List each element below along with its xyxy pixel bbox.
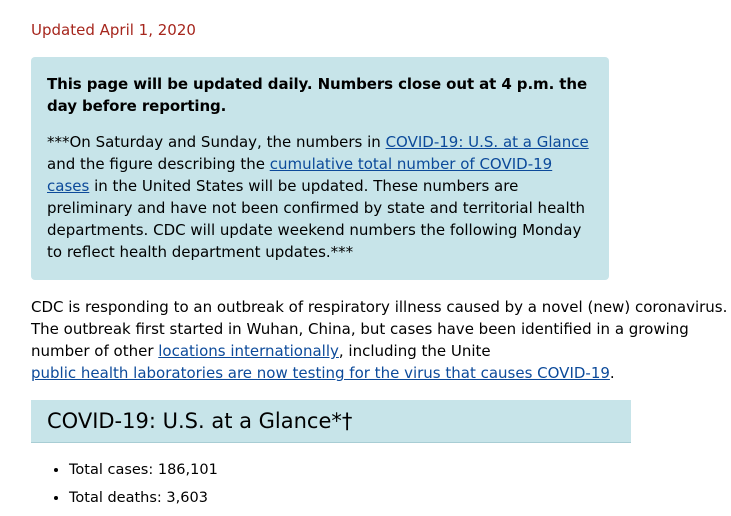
list-item-total-deaths: • Total deaths: 3,603: [69, 487, 218, 509]
notice-body: [47, 131, 593, 263]
glance-title: COVID-19: U.S. at a Glance*†: [47, 409, 353, 433]
intro-text-1: CDC is responding to an outbreak of respiratory illness caused by a novel (new) coronavirus. The outbreak first started in Wuhan, China, but cases have been identified in a growing number of other: [31, 298, 728, 360]
glance-header: [31, 400, 631, 443]
notice-heading: This page will be updated daily. Numbers close out at 4 p.m. the day before reporting.: [47, 75, 588, 115]
public-health-labs-link[interactable]: public health laboratories are now testing for the virus that causes COVID-19: [31, 364, 610, 382]
notice-text-1: ***On Saturday and Sunday, the numbers in: [47, 133, 386, 151]
stats-list: [31, 459, 218, 515]
locations-internationally-link[interactable]: locations internationally: [158, 342, 339, 360]
intro-text-3: .: [609, 364, 615, 382]
list-item-total-cases: • Total cases: 186,101: [69, 459, 218, 481]
intro-text-2: , including the Unite: [338, 342, 491, 360]
intro-paragraph: [31, 296, 731, 384]
updated-date: Updated April 1, 2020: [31, 21, 196, 39]
at-a-glance-link[interactable]: COVID-19: U.S. at a Glance: [385, 133, 589, 151]
notice-text-2: and the figure describing the: [47, 155, 270, 173]
cumulative-cases-link[interactable]: cumulative total number of COVID-19 cases: [47, 155, 553, 195]
update-notice-box: [31, 57, 609, 280]
notice-text-3: in the United States will be updated. These numbers are preliminary and have not been confirmed by state and territorial health departments. CDC will update weekend numbers the following Monday to reflect health department updates.***: [47, 177, 586, 261]
